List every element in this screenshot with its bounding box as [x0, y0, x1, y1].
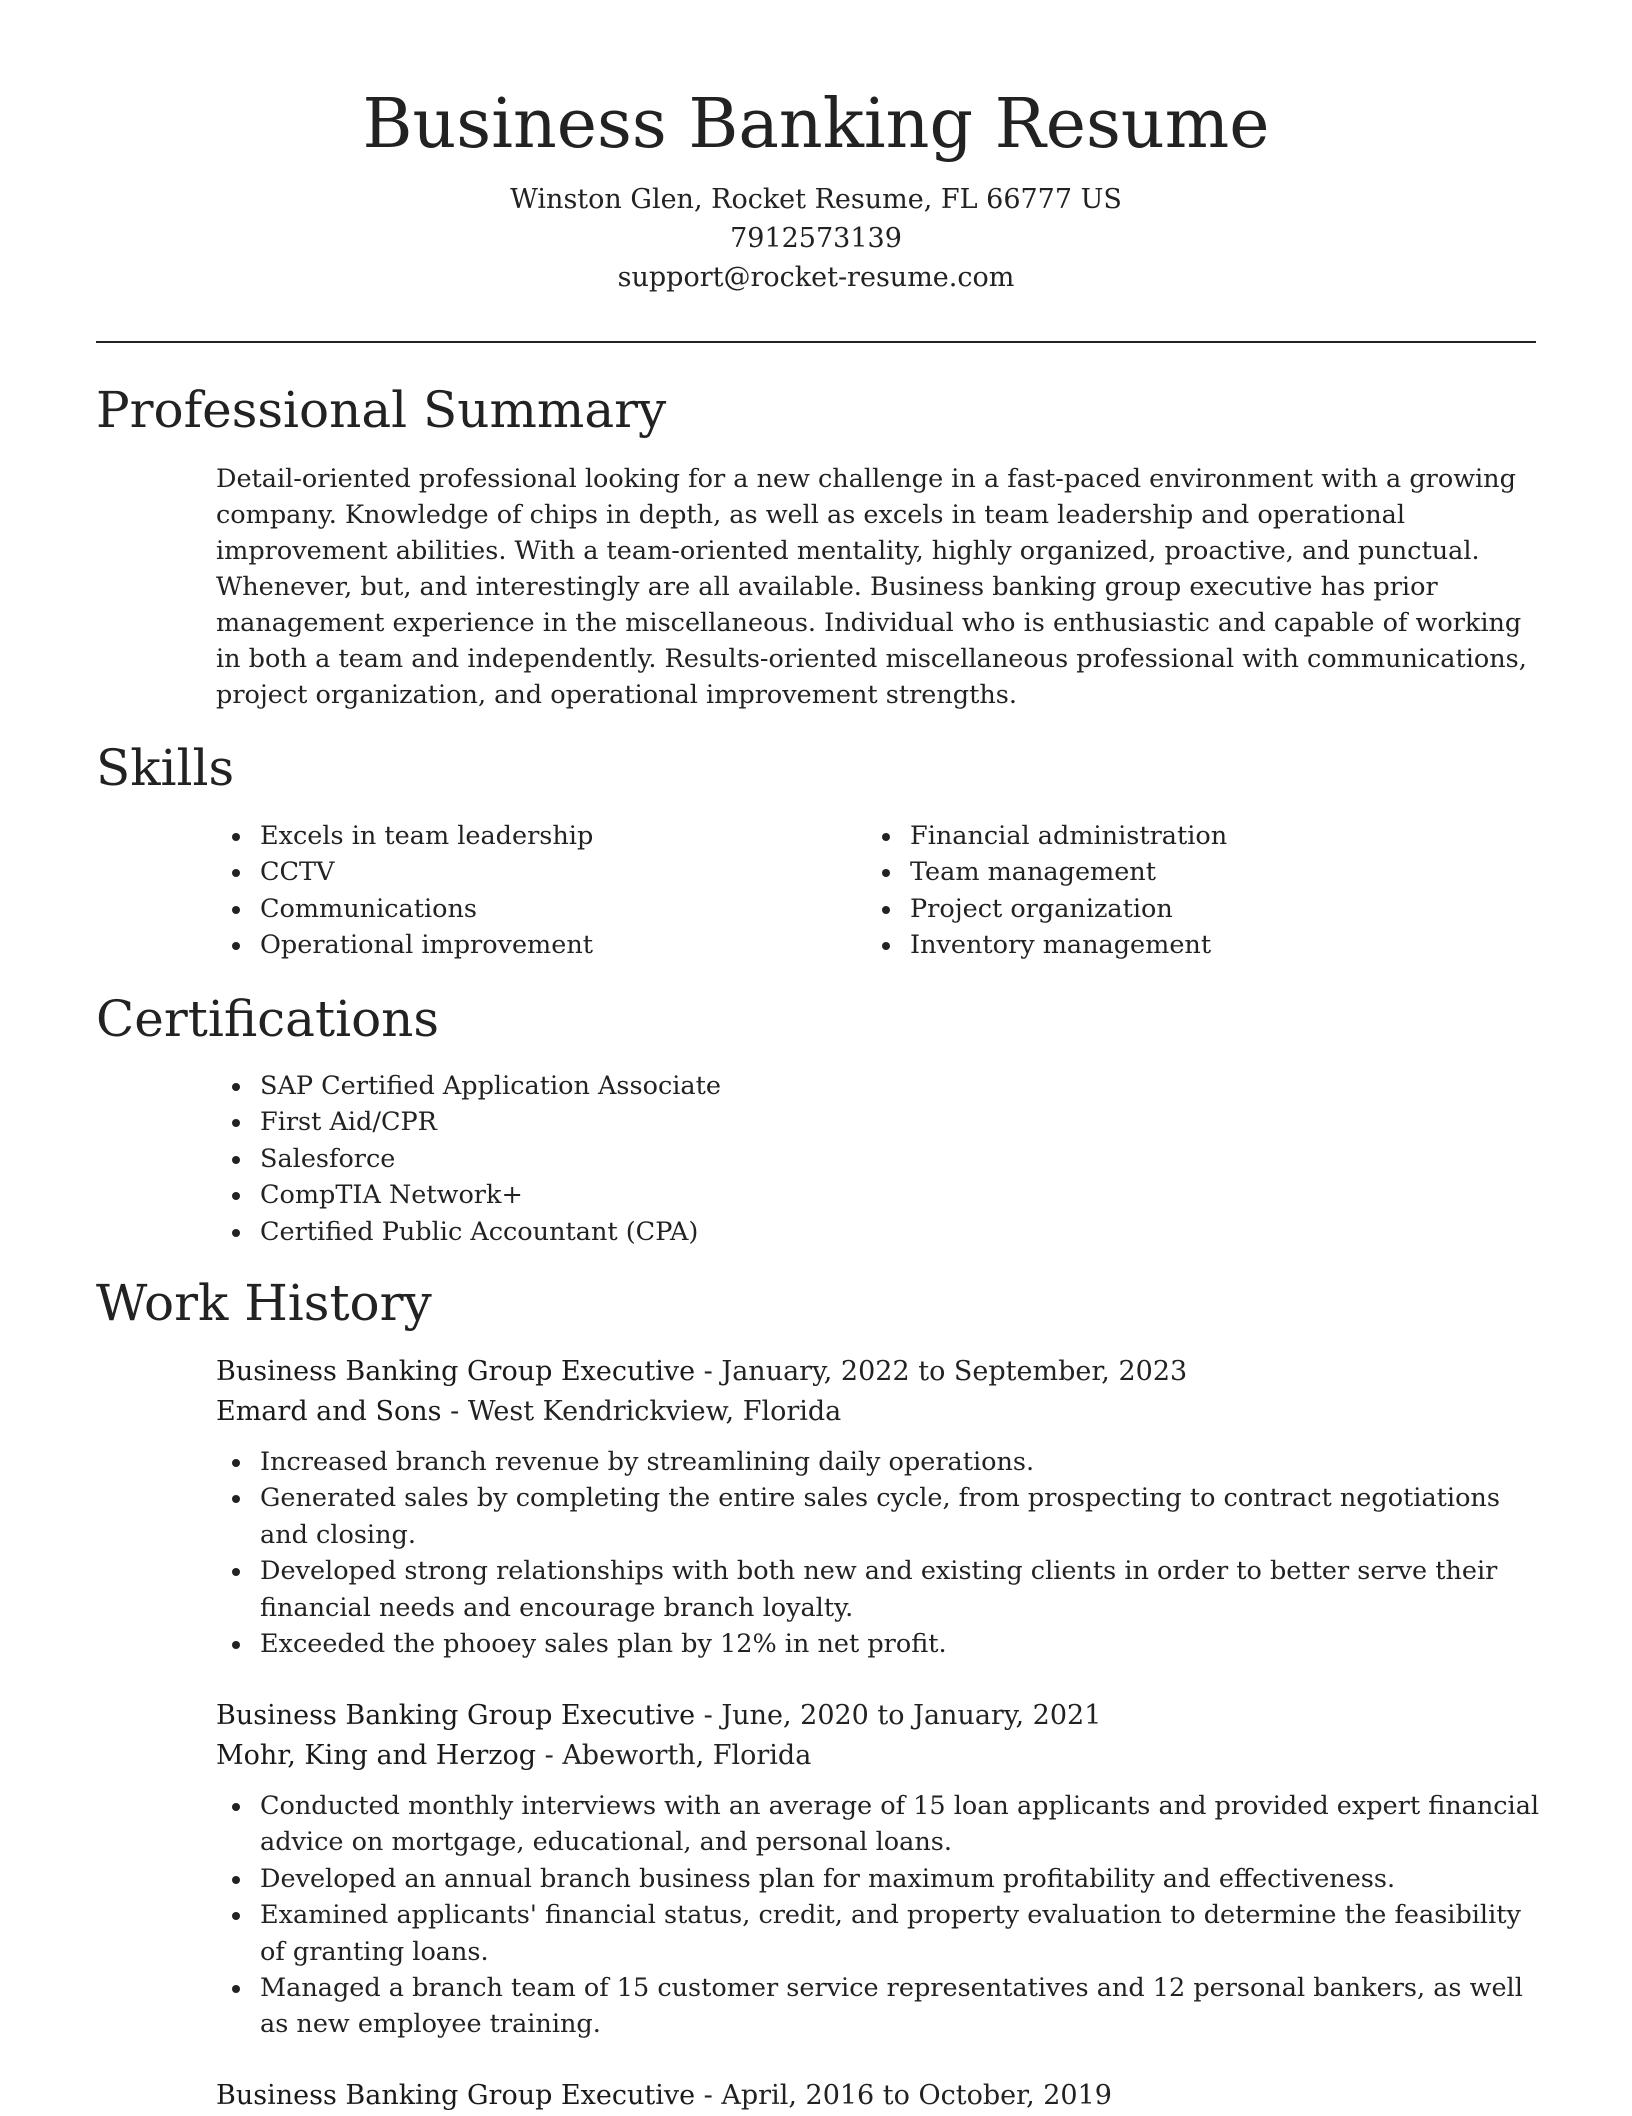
skill-item: Team management: [866, 854, 1486, 890]
skill-item: Financial administration: [866, 818, 1486, 854]
job-company: Mohr, King and Herzog: [216, 1740, 537, 1771]
job-duty-item: Conducted monthly interviews with an average of 15 loan applicants and provided expert financial advice on mortgage, educational, and personal loans.: [216, 1788, 1546, 1861]
summary-text: Detail-oriented professional looking for a new challenge in a fast-paced environment with a growing company. Knowledge of chips in depth, as well as excels in team leadership and operational improvement abilities. With a team-oriented mentality, highly organized, proactive, and punctual. Whenever, but, and interestingly are all available. Business banking group executive has prior management experience in the miscellaneous. Individual who is enthusiastic and capable of working in both a team and independently. Results-oriented miscellaneous professional with communications, project organization, and operational improvement strengths.: [216, 464, 1527, 710]
certification-item: Salesforce: [216, 1141, 1116, 1177]
job-entry: [216, 2076, 1546, 2116]
contact-info: [0, 180, 1632, 297]
separator: -: [441, 1396, 468, 1427]
job-dates: June, 2020 to January, 2021: [721, 1700, 1102, 1731]
job-duty-item: Developed an annual branch business plan for maximum profitability and effectiveness.: [216, 1861, 1546, 1897]
job-duty-item: Exceeded the phooey sales plan by 12% in net profit.: [216, 1626, 1546, 1662]
skills-heading: Skills: [96, 739, 235, 797]
job-title: Business Banking Group Executive: [216, 1700, 696, 1731]
job-duty-item: Examined applicants' financial status, credit, and property evaluation to determine the feasibility of granting loans.: [216, 1897, 1546, 1970]
job-duty-item: Generated sales by completing the entire sales cycle, from prospecting to contract negotiations and closing.: [216, 1480, 1546, 1553]
separator: -: [695, 2080, 722, 2111]
skill-item: CCTV: [216, 854, 836, 890]
job-title: Business Banking Group Executive: [216, 1356, 696, 1387]
job-company: Emard and Sons: [216, 1396, 442, 1427]
job-duty-item: Increased branch revenue by streamlining daily operations.: [216, 1444, 1546, 1480]
work-history-heading: Work History: [96, 1274, 432, 1332]
resume-title: Business Banking Resume: [362, 85, 1270, 164]
job-company-line: [216, 1392, 1546, 1432]
job-dates: January, 2022 to September, 2023: [721, 1356, 1188, 1387]
contact-phone: 7912573139: [730, 223, 902, 254]
skills-list-right: [866, 818, 1486, 964]
resume-header: [0, 80, 1632, 297]
job-duty-item: Managed a branch team of 15 customer service representatives and 12 personal bankers, as well as new employee training.: [216, 1970, 1546, 2043]
job-duties-list: [216, 1788, 1546, 2043]
job-title-line: [216, 1352, 1546, 1392]
skill-item: Project organization: [866, 891, 1486, 927]
job-title: Business Banking Group Executive: [216, 2080, 696, 2111]
summary-heading: Professional Summary: [96, 381, 667, 439]
certification-item: Certified Public Accountant (CPA): [216, 1214, 1116, 1250]
job-entry: [216, 1696, 1546, 2043]
contact-address: Winston Glen, Rocket Resume, FL 66777 US: [510, 184, 1122, 215]
skills-column-right: [866, 818, 1486, 964]
job-duties-list: [216, 1444, 1546, 1662]
separator: -: [695, 1356, 722, 1387]
job-dates: April, 2016 to October, 2019: [721, 2080, 1112, 2111]
job-location: West Kendrickview, Florida: [467, 1396, 842, 1427]
job-company-line: [216, 1736, 1546, 1776]
certification-item: First Aid/CPR: [216, 1104, 1116, 1140]
skills-column-left: [216, 818, 836, 964]
contact-email: support@rocket-resume.com: [617, 262, 1015, 293]
certifications-heading: Certifications: [96, 990, 440, 1048]
separator: -: [536, 1740, 563, 1771]
job-duty-item: Developed strong relationships with both new and existing clients in order to better serve their financial needs and encourage branch loyalty.: [216, 1553, 1546, 1626]
certification-item: SAP Certified Application Associate: [216, 1068, 1116, 1104]
skills-list-left: [216, 818, 836, 964]
job-title-line: [216, 2076, 1546, 2116]
job-location: Abeworth, Florida: [562, 1740, 812, 1771]
separator: -: [695, 1700, 722, 1731]
skill-item: Communications: [216, 891, 836, 927]
header-divider: [96, 341, 1536, 343]
certifications-list-wrap: [216, 1068, 1116, 1250]
skill-item: Operational improvement: [216, 927, 836, 963]
certifications-list: [216, 1068, 1116, 1250]
skill-item: Inventory management: [866, 927, 1486, 963]
job-title-line: [216, 1696, 1546, 1736]
skill-item: Excels in team leadership: [216, 818, 836, 854]
certification-item: CompTIA Network+: [216, 1177, 1116, 1213]
job-entry: [216, 1352, 1546, 1662]
